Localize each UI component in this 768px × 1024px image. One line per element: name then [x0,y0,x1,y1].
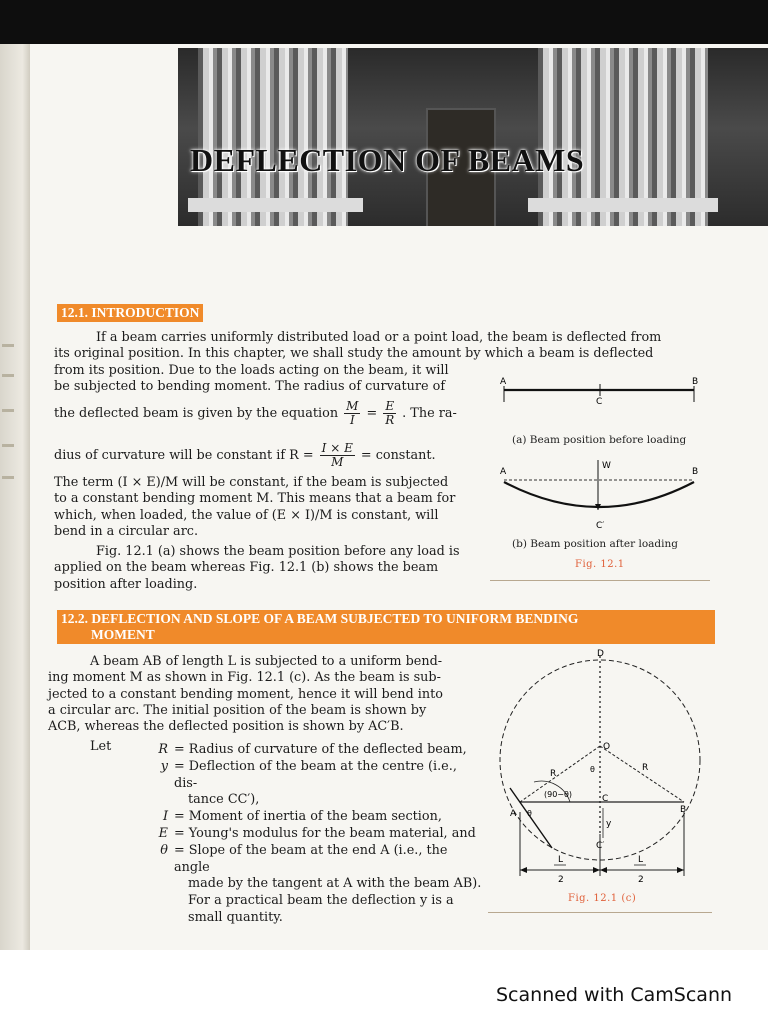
fig-b-label-b: B [692,467,699,477]
intro-paragraph-3 [54,544,484,593]
fig-b-beam [504,460,694,510]
text-line: be subjected to bending moment. The radius of curvature of [54,379,446,395]
text-line: dius of curvature will be constant if R = [54,448,314,463]
radius-ob [600,746,684,802]
fraction-e-over-r: $\frac{E}{R}$ [385,399,395,427]
figure-rule-bottom [488,912,712,913]
chapter-header-image [178,48,768,226]
definitions-list [96,742,482,927]
fig-b-label-a: A [500,467,507,477]
fraction-ie-over-m: $\frac{I \times E}{M}$ [321,441,353,469]
text-line: Fig. 12.1 (a) shows the beam position before any load is [96,544,460,559]
fig-c-label-r-left: R [550,769,557,779]
fig-c-label-b: B [680,805,687,815]
text-line: If a beam carries uniformly distributed load or a point load, the beam is deflected from [96,330,662,345]
text-line: . The ra- [402,406,457,421]
text-line: The term (I × E)/M will be constant, if the beam is subjected [54,475,449,490]
fig-12-1-c-label: Fig. 12.1 (c) [568,893,637,904]
fig-b-label-c: C′ [596,521,605,531]
text-line: to a constant bending moment M. This means that a beam for [54,491,456,507]
fig-a-label-b: B [692,377,699,387]
section2-paragraph [48,654,478,735]
figure-12-1-c [490,648,712,888]
figure-rule [490,580,710,581]
definition-i: I = Moment of inertia of the beam section, [162,809,442,825]
fig-a-caption: (a) Beam position before loading [512,434,687,446]
fig-c-label-2-left: 2 [558,875,564,885]
fraction-m-over-i: $\frac{M}{I}$ [346,399,359,427]
fig-c-label-theta-a: θ [527,809,532,818]
intro-paragraph-top [54,330,712,363]
text-line: a circular arc. The initial position of the beam is shown by [48,702,427,718]
fig-c-label-theta-top: θ [590,765,595,774]
scan-background-top [0,0,768,48]
camscanner-watermark: Scanned with CamScann [496,984,733,1006]
fig-a-label-a: A [500,377,507,387]
section-heading-introduction: 12.1. INTRODUCTION [57,304,203,322]
definition-e: E = Young's modulus for the beam material, and [158,825,476,841]
text-line: A beam AB of length L is subjected to a uniform bend- [90,654,443,669]
text-line: from its position. Due to the loads acting on the beam, it will [54,363,449,378]
text-line: which, when loaded, the value of (E × I)/M is constant, will [54,507,439,523]
section-heading-line: 12.2. DEFLECTION AND SLOPE OF A BEAM SUBJECTED TO UNIFORM BENDING [61,611,579,626]
text-line: position after loading. [54,576,198,592]
fig-c-label-c: C [602,794,609,804]
fig-c-label-a: A [510,809,517,819]
text-line: jected to a constant bending moment, hence it will bend into [48,686,443,702]
fig-c-label-angle: (90−θ) [544,790,573,799]
text-line: = constant. [360,448,436,463]
curvature-circle [500,660,700,860]
text-line: ing moment M as shown in Fig. 12.1 (c). As the beam is sub- [48,670,441,686]
intro-paragraph-left [54,363,488,396]
figure-12-1-ab [496,372,714,532]
equation-line-2 [54,442,494,469]
definition-y: y = Deflection of the beam at the centre (i.e., dis- tance CC′), [160,758,457,808]
text-line: the deflected beam is given by the equation [54,406,339,421]
fig-c-label-l-left: L [558,855,564,865]
fig-c-label-c-prime: C′ [596,841,605,851]
fig-c-label-y: y [606,819,612,829]
fig-b-caption: (b) Beam position after loading [512,538,678,550]
section-heading-deflection-slope [57,610,715,644]
fig-c-label-o: O [603,742,611,752]
text-line: applied on the beam whereas Fig. 12.1 (b) shows the beam [54,560,439,576]
intro-paragraph-2 [54,475,484,540]
chapter-title: DEFLECTION OF BEAMS [190,142,585,178]
fig-c-label-d: D [597,649,604,659]
fig-c-label-2-right: 2 [638,875,644,885]
fig-c-label-r-right: R [642,763,649,773]
definition-r: R = Radius of curvature of the deflected beam, [158,742,467,757]
previous-page-edge [0,44,32,950]
fig-c-label-l-right: L [638,855,644,865]
equation-line-1: the deflected beam is given by the equation $\frac{M}{I}$ = $\frac{E}{R}$ . The ra- [54,399,457,427]
let-label: Let [90,739,112,754]
text-line: ACB, whereas the deflected position is shown by AC′B. [48,719,404,735]
text-line: its original position. In this chapter, we shall study the amount by which a beam is deflected [54,346,654,362]
section-heading-line: MOMENT [91,627,155,642]
text-line: bend in a circular arc. [54,523,199,539]
fig-12-1-label: Fig. 12.1 [575,559,625,570]
fig-a-label-c: C [596,397,603,407]
definition-theta: θ = Slope of the beam at the end A (i.e., the angle made by the tangent at A with the beam AB). For a practical beam the deflection y is a small quantity. [160,842,482,925]
fig-b-label-w: W [602,461,611,471]
